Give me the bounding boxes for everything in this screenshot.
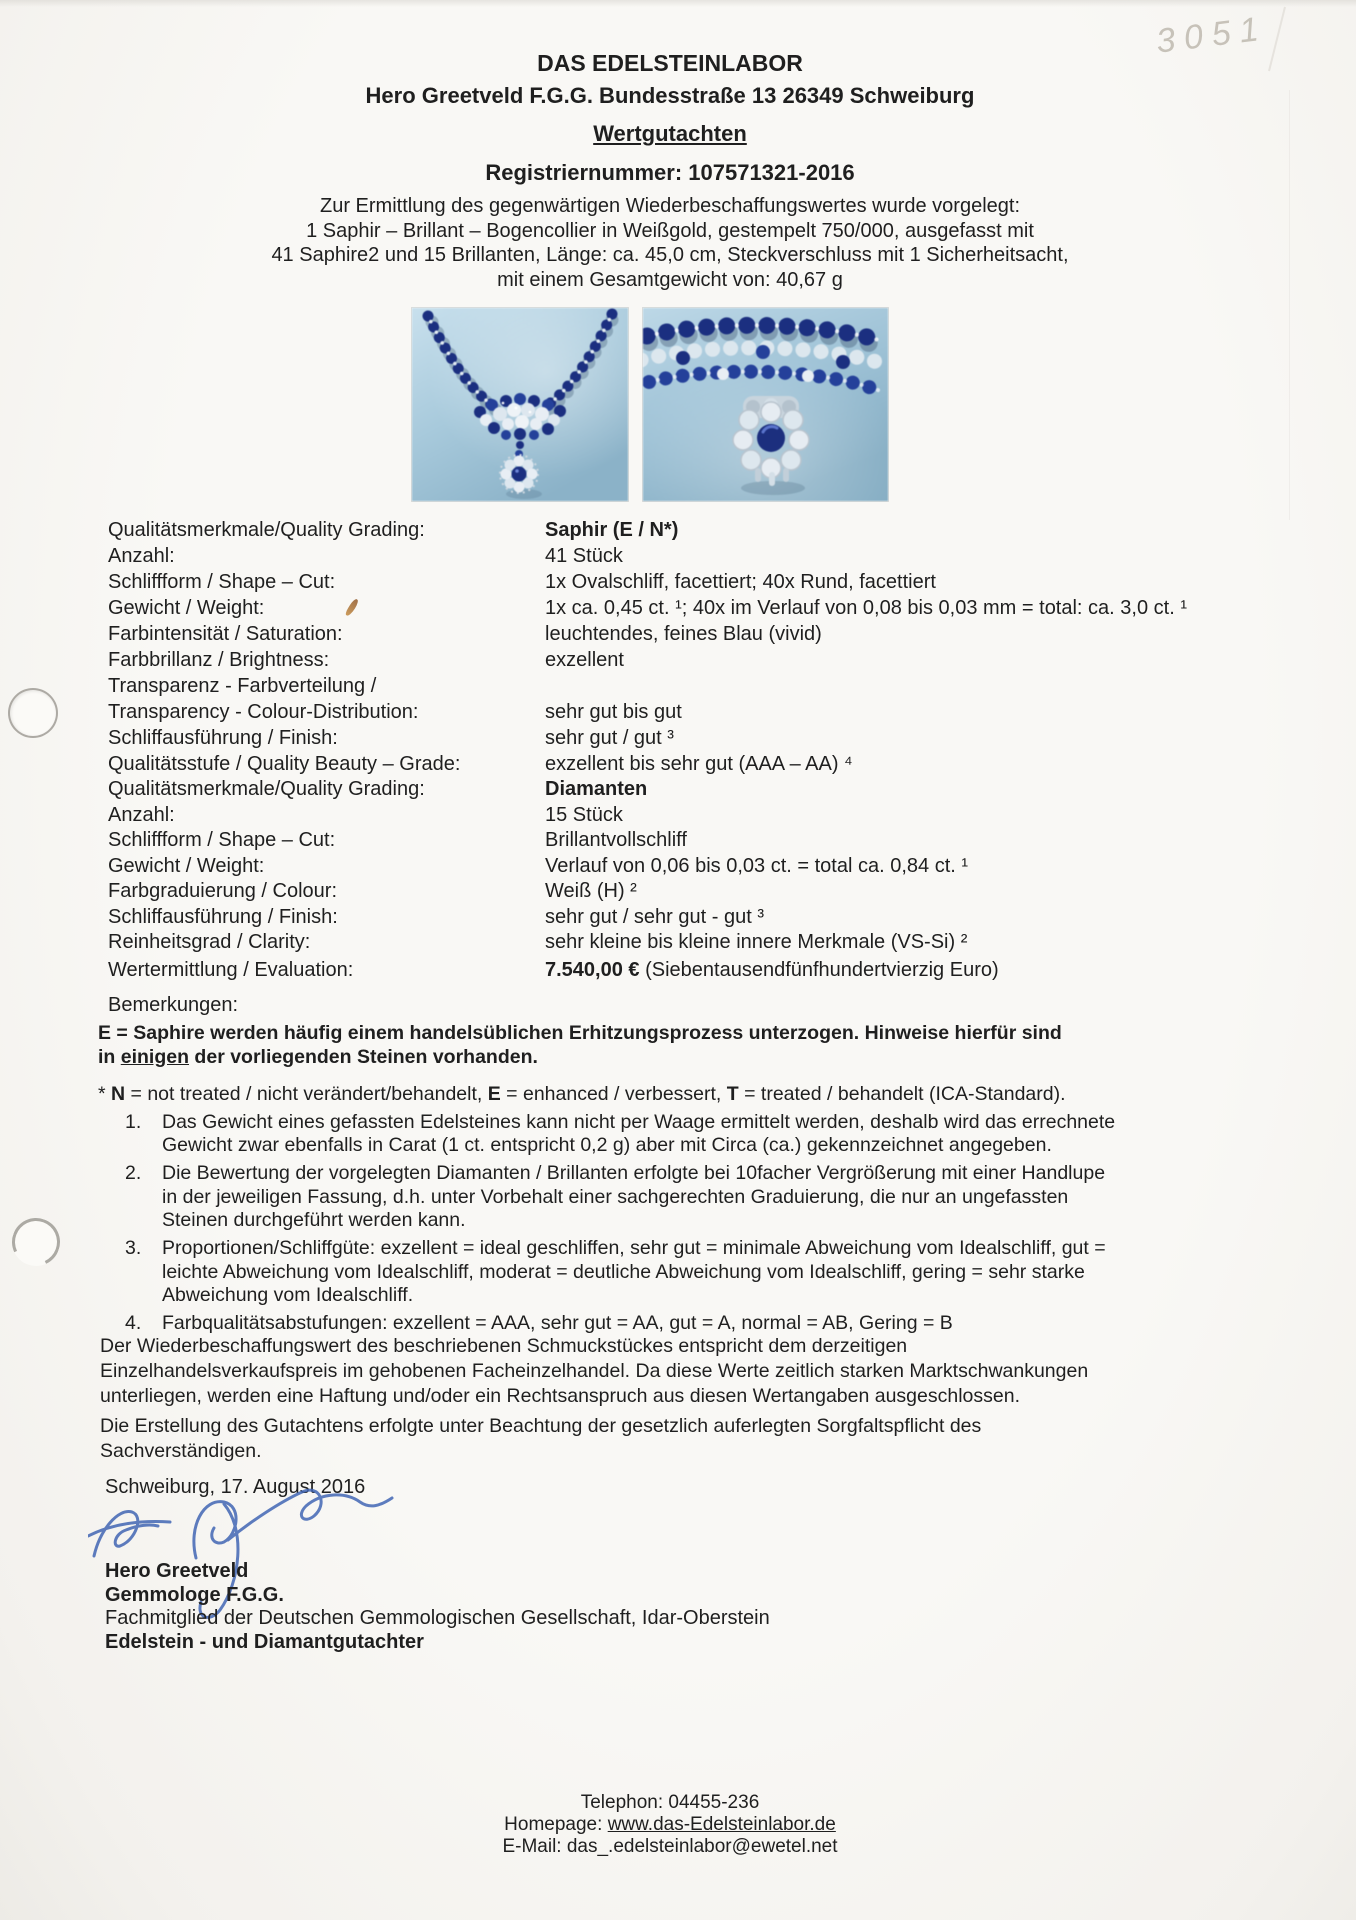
- necklace-photo-detail: [643, 308, 888, 501]
- grading-value: 41 Stück: [545, 545, 623, 567]
- footnote-text: [162, 1237, 1308, 1308]
- email-line: E-Mail: das_.edelsteinlabor@ewetel.net: [502, 1836, 838, 1857]
- grading-label: Reinheitsgrad / Clarity:: [108, 931, 311, 953]
- evaluation-label: Wertermittlung / Evaluation:: [108, 959, 354, 981]
- grading-value: sehr gut bis gut: [545, 701, 682, 723]
- underlined-word: einigen: [120, 1045, 190, 1068]
- hole-punch: [8, 688, 58, 738]
- grading-label: Schliffausführung / Finish:: [108, 905, 338, 928]
- evaluation-value: [545, 957, 1328, 983]
- necklace-photo-overview: [412, 308, 628, 501]
- text-line: Farbqualitätsabstufungen: exzellent = AAA, sehr gut = AA, gut = A, normal = AB, Gering = B: [162, 1312, 953, 1334]
- text-line: Das Gewicht eines gefassten Edelsteines kann nicht per Waage ermittelt werden, deshalb wird das errechnete: [162, 1110, 1116, 1133]
- remarks-label: Bemerkungen:: [108, 994, 239, 1016]
- text-line: Abweichung vom Idealschliff.: [162, 1284, 414, 1306]
- sapphire-grading-table: [108, 517, 1328, 777]
- grading-row: [108, 828, 1328, 854]
- text-line: unterliegen, werden eine Haftung und/oder ein Rechtsanspruch aus diesen Wertangaben ausgeschlossen.: [100, 1385, 1021, 1407]
- jewelry-photos: [412, 308, 888, 501]
- grading-label: Anzahl:: [108, 803, 175, 826]
- lab-name: DAS EDELSTEINLABOR: [537, 50, 803, 76]
- footnote-text: [162, 1312, 1308, 1336]
- grading-value: 1x Ovalschliff, facettiert; 40x Rund, facettiert: [545, 571, 936, 593]
- signatory-block: [105, 1560, 770, 1654]
- text-line: leichte Abweichung vom Idealschliff, moderat = deutliche Abweichung vom Idealschliff, gering = sehr starke: [162, 1260, 1085, 1283]
- due-diligence-paragraph: [100, 1414, 1310, 1464]
- footnote-item: [98, 1162, 1308, 1233]
- evaluation-amount-words: (Siebentausendfünfhundertvierzig Euro): [639, 959, 999, 981]
- document-header: [0, 50, 1340, 186]
- grading-label: Qualitätsmerkmale/Quality Grading:: [108, 519, 425, 541]
- grading-label: Transparenz - Farbverteilung /: [108, 675, 377, 697]
- signatory-role: Edelstein - und Diamantgutachter: [105, 1630, 424, 1653]
- text-line: in der jeweiligen Fassung, d.h. unter Vorbehalt einer sachgerechten Graduierung, die nur an ungefassten: [162, 1185, 1069, 1208]
- text-line: Sachverständigen.: [100, 1440, 262, 1462]
- footnote-number: 3.: [125, 1237, 142, 1259]
- evaluation-row: [108, 957, 1328, 983]
- grading-row: [108, 543, 1328, 569]
- evaluation-amount: 7.540,00 €: [545, 959, 640, 981]
- homepage-line: Homepage: www.das-Edelsteinlabor.de: [504, 1814, 836, 1835]
- text-line: Gewicht zwar ebenfalls in Carat (1 ct. entspricht 0,2 g) aber mit Circa (ca.) gekennzeichnet angegeben.: [162, 1134, 1052, 1156]
- grading-label: Farbbrillanz / Brightness:: [108, 649, 330, 671]
- registration-number: Registriernummer: 107571321-2016: [485, 160, 855, 185]
- grading-row: [108, 905, 1328, 931]
- footnote-item: [98, 1111, 1308, 1158]
- heat-treatment-note: [98, 1022, 1308, 1069]
- text-line: mit einem Gesamtgewicht von: 40,67 g: [497, 268, 843, 291]
- grading-value: Diamanten: [545, 778, 648, 800]
- grading-row: [108, 777, 1328, 803]
- grading-row: [108, 647, 1328, 673]
- scan-edge: [0, 0, 1356, 7]
- grading-row: [108, 569, 1328, 595]
- signatory-name: Hero Greetveld: [105, 1560, 249, 1582]
- evaluation-section: [108, 957, 1328, 983]
- grading-row: [108, 751, 1328, 777]
- footnote-text: [162, 1111, 1308, 1158]
- value-disclaimer-paragraph: [100, 1334, 1310, 1409]
- signatory-title: Gemmologe F.G.G.: [105, 1583, 284, 1606]
- item-description: [0, 194, 1340, 292]
- grading-label: Transparency - Colour-Distribution:: [108, 701, 419, 723]
- footnote-number: 1.: [125, 1110, 142, 1133]
- notes-section: [98, 1022, 1308, 1336]
- document-type-title: Wertgutachten: [593, 121, 747, 146]
- diamond-grading-table: [108, 777, 1328, 956]
- grading-row: [108, 803, 1328, 829]
- text-line: E = Saphire werden häufig einem handelsüblichen Erhitzungsprozess unterzogen. Hinweise hierfür sind: [98, 1022, 1062, 1044]
- handwritten-pencil-number: 3051: [1154, 9, 1270, 61]
- remarks-section: [108, 992, 1328, 1018]
- grading-label: Qualitätsstufe / Quality Beauty – Grade:: [108, 753, 461, 775]
- footnote-item: [98, 1237, 1308, 1308]
- grading-label: Anzahl:: [108, 545, 175, 567]
- grading-value: Saphir (E / N*): [545, 519, 679, 541]
- grading-value: sehr gut / sehr gut - gut ³: [545, 905, 764, 928]
- grading-value: 15 Stück: [545, 803, 623, 826]
- grading-label: Gewicht / Weight:: [108, 854, 265, 877]
- lab-address: Hero Greetveld F.G.G. Bundesstraße 13 26349 Schweiburg: [365, 83, 975, 108]
- grading-label: Farbintensität / Saturation:: [108, 623, 343, 645]
- grading-label: Farbgraduierung / Colour:: [108, 880, 338, 902]
- grading-row: [108, 725, 1328, 751]
- grading-row: [108, 621, 1328, 647]
- text-line: Steinen durchgeführt werden kann.: [162, 1209, 466, 1231]
- treatment-legend-note: * N = not treated / nicht verändert/behandelt, E = enhanced / verbessert, T = treated / behandelt (ICA-Standard).: [98, 1083, 1066, 1105]
- homepage-url: www.das-Edelsteinlabor.de: [607, 1814, 836, 1835]
- grading-row: [108, 699, 1328, 725]
- text-line: 41 Saphire2 und 15 Brillanten, Länge: ca. 45,0 cm, Steckverschluss mit 1 Sicherheitsacht,: [271, 244, 1069, 266]
- grading-label: Qualitätsmerkmale/Quality Grading:: [108, 778, 425, 800]
- text-line: Der Wiederbeschaffungswert des beschriebenen Schmuckstückes entspricht dem derzeitigen: [100, 1335, 908, 1357]
- text-line: Zur Ermittlung des gegenwärtigen Wiederbeschaffungswertes wurde vorgelegt:: [320, 195, 1020, 217]
- grading-value: [545, 673, 1328, 699]
- hole-punch: [5, 1211, 67, 1273]
- grading-row: [108, 517, 1328, 543]
- footnote-text: [162, 1162, 1308, 1233]
- grading-row: [108, 673, 1328, 699]
- grading-value: Brillantvollschliff: [545, 829, 687, 851]
- grading-row: [108, 930, 1328, 956]
- grading-value: Verlauf von 0,06 bis 0,03 ct. = total ca. 0,84 ct. ¹: [545, 854, 969, 877]
- grading-value: sehr gut / gut ³: [545, 727, 674, 749]
- grading-value: sehr kleine bis kleine innere Merkmale (VS-Si) ²: [545, 931, 968, 953]
- grading-row: [108, 854, 1328, 880]
- contact-footer: [0, 1792, 1340, 1858]
- place-and-date: Schweiburg, 17. August 2016: [105, 1476, 366, 1498]
- text-line: Proportionen/Schliffgüte: exzellent = ideal geschliffen, sehr gut = minimale Abweichung vom Idealschliff, gut =: [162, 1237, 1106, 1259]
- grading-row: [108, 595, 1328, 621]
- grading-value: Weiß (H) ²: [545, 880, 637, 902]
- grading-label: Schliffform / Shape – Cut:: [108, 571, 336, 593]
- grading-value: exzellent: [545, 649, 624, 671]
- text-line: Die Erstellung des Gutachtens erfolgte unter Beachtung der gesetzlich auferlegten Sorgfaltspflicht des: [100, 1415, 982, 1437]
- footnote-number: 4.: [125, 1312, 142, 1334]
- text-line: Einzelhandelsverkaufspreis im gehobenen Facheinzelhandel. Da diese Werte zeitlich starken Marktschwankungen: [100, 1360, 1089, 1382]
- grading-row: [108, 879, 1328, 905]
- grading-value: exzellent bis sehr gut (AAA – AA) ⁴: [545, 753, 853, 775]
- text-line: in einigen der vorliegenden Steinen vorhanden.: [98, 1045, 538, 1068]
- grading-label: Gewicht / Weight:: [108, 597, 265, 619]
- grading-value: 1x ca. 0,45 ct. ¹; 40x im Verlauf von 0,08 bis 0,03 mm = total: ca. 3,0 ct. ¹: [545, 597, 1187, 619]
- footnote-item: [98, 1312, 1308, 1336]
- footnote-number: 2.: [125, 1162, 142, 1184]
- text-line: 1 Saphir – Brillant – Bogencollier in Weißgold, gestempelt 750/000, ausgefasst mit: [306, 219, 1034, 242]
- grading-value: leuchtendes, feines Blau (vivid): [545, 623, 822, 645]
- phone-line: Telephon: 04455-236: [580, 1792, 760, 1813]
- grading-label: Schliffform / Shape – Cut:: [108, 829, 336, 851]
- signatory-membership: Fachmitglied der Deutschen Gemmologischen Gesellschaft, Idar-Oberstein: [105, 1607, 770, 1629]
- text-line: Die Bewertung der vorgelegten Diamanten / Brillanten erfolgte bei 10facher Vergrößerung mit einer Handlupe: [162, 1162, 1106, 1184]
- grading-label: Schliffausführung / Finish:: [108, 727, 338, 749]
